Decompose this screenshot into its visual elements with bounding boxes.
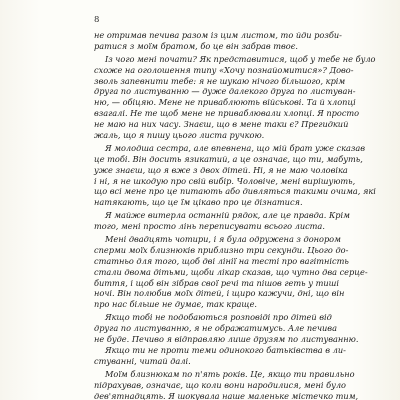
text-line: Із чого мені почати? Як представитися, щоб у тебе не було [105,53,376,64]
text-line: жаль, що я пишу цього листа ручкою. [94,130,265,141]
text-line: ню, — обіцяю. Мене не приваблюють військові. Та й хлопці [94,97,356,108]
text-line: що всі мене про це питають або дивляться такими очима, які [94,186,376,197]
text-line: Я майже витерла останній рядок, але це правда. Крім [105,210,350,221]
text-line: дев'ятнадцять. Я шокувала наше маленьке містечко тим, [94,390,359,400]
text-line: друга по листуванню, я не ображатимусь. Але печива [94,323,337,334]
text-line: про нас більше не думає, так краще. [94,299,258,310]
body-text [94,30,376,400]
text-line: і ні, я не шкодую про свій вибір. Чоловіче, мені вирішують, [94,175,356,186]
text-line: схоже на оголошення типу «Хочу познайомитися»? Дово- [94,64,354,75]
text-line: биття, і щоб він зібрав свої речі та пішов геть у тиші [94,277,339,288]
text-line: стали двома дітьми, щоби лікар сказав, що чутно два серце- [94,266,368,277]
text-line: зволь запевнити тебе: я не шукаю нічого більшого, крім [94,75,346,86]
text-line: Моїм близнюкам по п'ять років. Це, якщо ти правильно [105,368,355,379]
text-line: натякають, що це їм цікаво про це дізнатися. [94,197,303,208]
text-line: того, мені просто лінь переписувати всього листа. [94,221,325,232]
text-line: взагалі. Не те щоб мене не приваблювали хлопці. Я просто [94,108,360,119]
text-line: це тобі. Він досить язикатий, а це означає, що ти, мабуть, [94,153,363,164]
text-line: уже знаєш, що я вже з двох дітей. Ні, я не маю чоловіка [94,164,348,175]
text-line: не буде. Печиво я відправляю лише друзям по листуванню. [94,334,359,345]
page-number: 8 [94,15,100,25]
text-line: не маю на них часу. Знаєш, що в мене таки є? Прегидкий [94,119,349,130]
text-line: Я молодша сестра, але впевнена, що мій брат уже сказав [105,142,365,153]
text-line: підрахував, означає, що коли вони народилися, мені було [94,379,346,390]
text-line: Мені двадцять чотири, і я була одружена з донором [105,234,341,245]
text-line: ночі. Він полюбив моїх дітей, і щиро кажучи, дні, що він [94,288,345,299]
text-line: Якщо тобі не подобаються розповіді про дітей від [105,312,332,323]
text-line: Якщо ти не проти теми одинокого батьківства в ли- [105,344,346,355]
text-line: сперми моїх близнюків приблизно три секунди. Цього до- [94,244,349,255]
text-line: статньо для того, щоб дві лінії на тесті про вагітність [94,255,349,266]
text-line: не отримав печива разом із цим листом, то йди розби- [94,30,342,40]
text-line: стуванні, читай далі. [94,355,191,366]
text-line: ратися з моїм братом, бо це він забрав твоє. [94,40,298,51]
text-line: друга по листуванню — дуже далекого друга по листуван- [94,86,356,97]
